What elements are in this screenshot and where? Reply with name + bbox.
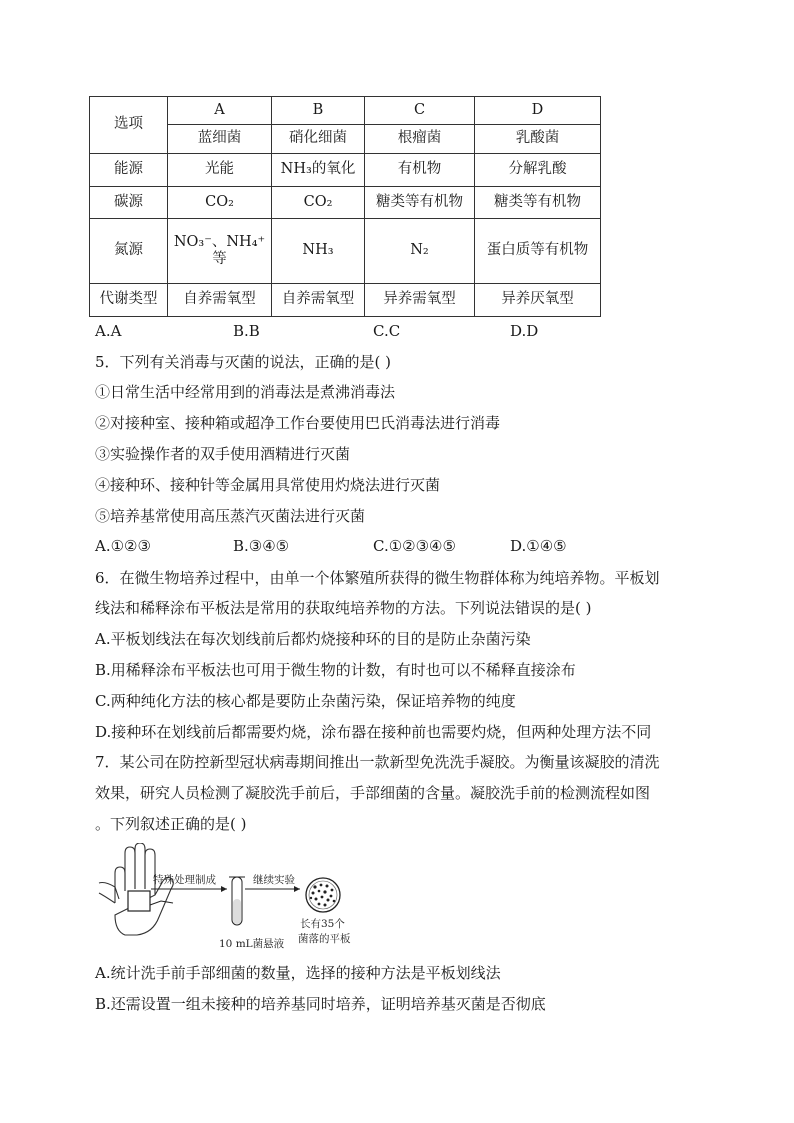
row-label-energy: 能源 xyxy=(90,154,168,187)
q5-choice-b: B.③④⑤ xyxy=(233,537,290,555)
q6-option-d: D.接种环在划线前后都需要灼烧，涂布器在接种前也需要灼烧，但两种处理方法不同 xyxy=(95,723,652,741)
q5-item-1: ①日常生活中经常用到的消毒法是煮沸消毒法 xyxy=(95,383,396,401)
q6-stem-line-1: 6．在微生物培养过程中，由单一个体繁殖所获得的微生物群体称为纯培养物。平板划 xyxy=(95,569,660,587)
q4-choice-a: A.A xyxy=(95,322,122,340)
q6-option-c: C.两种纯化方法的核心都是要防止杂菌污染，保证培养物的纯度 xyxy=(95,692,516,710)
q4-choice-b: B.B xyxy=(233,322,260,340)
energy-b: NH₃的氧化 xyxy=(272,154,365,187)
label-tube: 10 mL菌悬液 xyxy=(219,938,285,950)
metabolism-d: 异养厌氧型 xyxy=(475,284,601,317)
q5-item-2: ②对接种室、接种箱或超净工作台要使用巴氏消毒法进行消毒 xyxy=(95,414,501,432)
q5-choice-c: C.①②③④⑤ xyxy=(373,537,456,555)
organism-b: 硝化细菌 xyxy=(272,125,365,154)
q7-figure xyxy=(95,843,365,951)
carbon-b: CO₂ xyxy=(272,187,365,219)
q4-choice-d: D.D xyxy=(510,322,539,340)
arrow-1-head-icon xyxy=(221,886,227,892)
label-plate-2: 菌落的平板 xyxy=(298,933,351,945)
row-label-metabolism: 代谢类型 xyxy=(90,284,168,317)
organism-a: 蓝细菌 xyxy=(168,125,272,154)
q6-option-a: A.平板划线法在每次划线前后都灼烧接种环的目的是防止杂菌污染 xyxy=(95,630,531,648)
options-table xyxy=(89,96,601,317)
q4-choice-c: C.C xyxy=(373,322,401,340)
q7-option-a: A.统计洗手前手部细菌的数量，选择的接种方法是平板划线法 xyxy=(95,964,501,982)
organism-c: 根瘤菌 xyxy=(365,125,475,154)
swab-icon xyxy=(150,901,173,905)
metabolism-c: 异养需氧型 xyxy=(365,284,475,317)
row-label-carbon: 碳源 xyxy=(90,187,168,219)
q5-choice-a: A.①②③ xyxy=(95,537,151,555)
label-plate-1: 长有35个 xyxy=(300,918,345,930)
energy-c: 有机物 xyxy=(365,154,475,187)
col-letter-c: C xyxy=(365,97,475,125)
petri-dish-icon xyxy=(306,878,340,912)
q7-stem-line-2: 效果，研究人员检测了凝胶洗手前后，手部细菌的含量。凝胶洗手前的检测流程如图 xyxy=(95,784,651,802)
table-header-label: 选项 xyxy=(90,97,168,154)
organism-d: 乳酸菌 xyxy=(475,125,601,154)
label-continue: 继续实验 xyxy=(253,874,295,886)
q5-stem: 5．下列有关消毒与灭菌的说法，正确的是( ) xyxy=(95,353,392,371)
carbon-c: 糖类等有机物 xyxy=(365,187,475,219)
q7-option-b: B.还需设置一组未接种的培养基同时培养，证明培养基灭菌是否彻底 xyxy=(95,995,546,1013)
nitrogen-b: NH₃ xyxy=(272,219,365,284)
q5-item-3: ③实验操作者的双手使用酒精进行灭菌 xyxy=(95,445,351,463)
arrow-2-head-icon xyxy=(294,886,300,892)
q7-stem-line-1: 7．某公司在防控新型冠状病毒期间推出一款新型免洗洗手凝胶。为衡量该凝胶的清洗 xyxy=(95,753,660,771)
q5-item-4: ④接种环、接种针等金属用具常使用灼烧法进行灭菌 xyxy=(95,476,441,494)
row-label-nitrogen: 氮源 xyxy=(90,219,168,284)
q6-option-b: B.用稀释涂布平板法也可用于微生物的计数，有时也可以不稀释直接涂布 xyxy=(95,661,576,679)
q7-stem-line-3: 。下列叙述正确的是( ) xyxy=(95,815,247,833)
label-process: 特殊处理制成 xyxy=(153,874,216,886)
metabolism-a: 自养需氧型 xyxy=(168,284,272,317)
col-letter-d: D xyxy=(475,97,601,125)
nitrogen-c: N₂ xyxy=(365,219,475,284)
q6-stem-line-2: 线法和稀释涂布平板法是常用的获取纯培养物的方法。下列说法错误的是( ) xyxy=(95,599,592,617)
col-letter-a: A xyxy=(168,97,272,125)
q5-choice-d: D.①④⑤ xyxy=(510,537,567,555)
nitrogen-d: 蛋白质等有机物 xyxy=(475,219,601,284)
nitrogen-a: NO₃⁻、NH₄⁺等 xyxy=(168,219,272,284)
energy-d: 分解乳酸 xyxy=(475,154,601,187)
metabolism-b: 自养需氧型 xyxy=(272,284,365,317)
energy-a: 光能 xyxy=(168,154,272,187)
sample-area xyxy=(128,891,150,911)
col-letter-b: B xyxy=(272,97,365,125)
carbon-a: CO₂ xyxy=(168,187,272,219)
test-tube-icon xyxy=(229,877,245,925)
q5-item-5: ⑤培养基常使用高压蒸汽灭菌法进行灭菌 xyxy=(95,507,366,525)
carbon-d: 糖类等有机物 xyxy=(475,187,601,219)
